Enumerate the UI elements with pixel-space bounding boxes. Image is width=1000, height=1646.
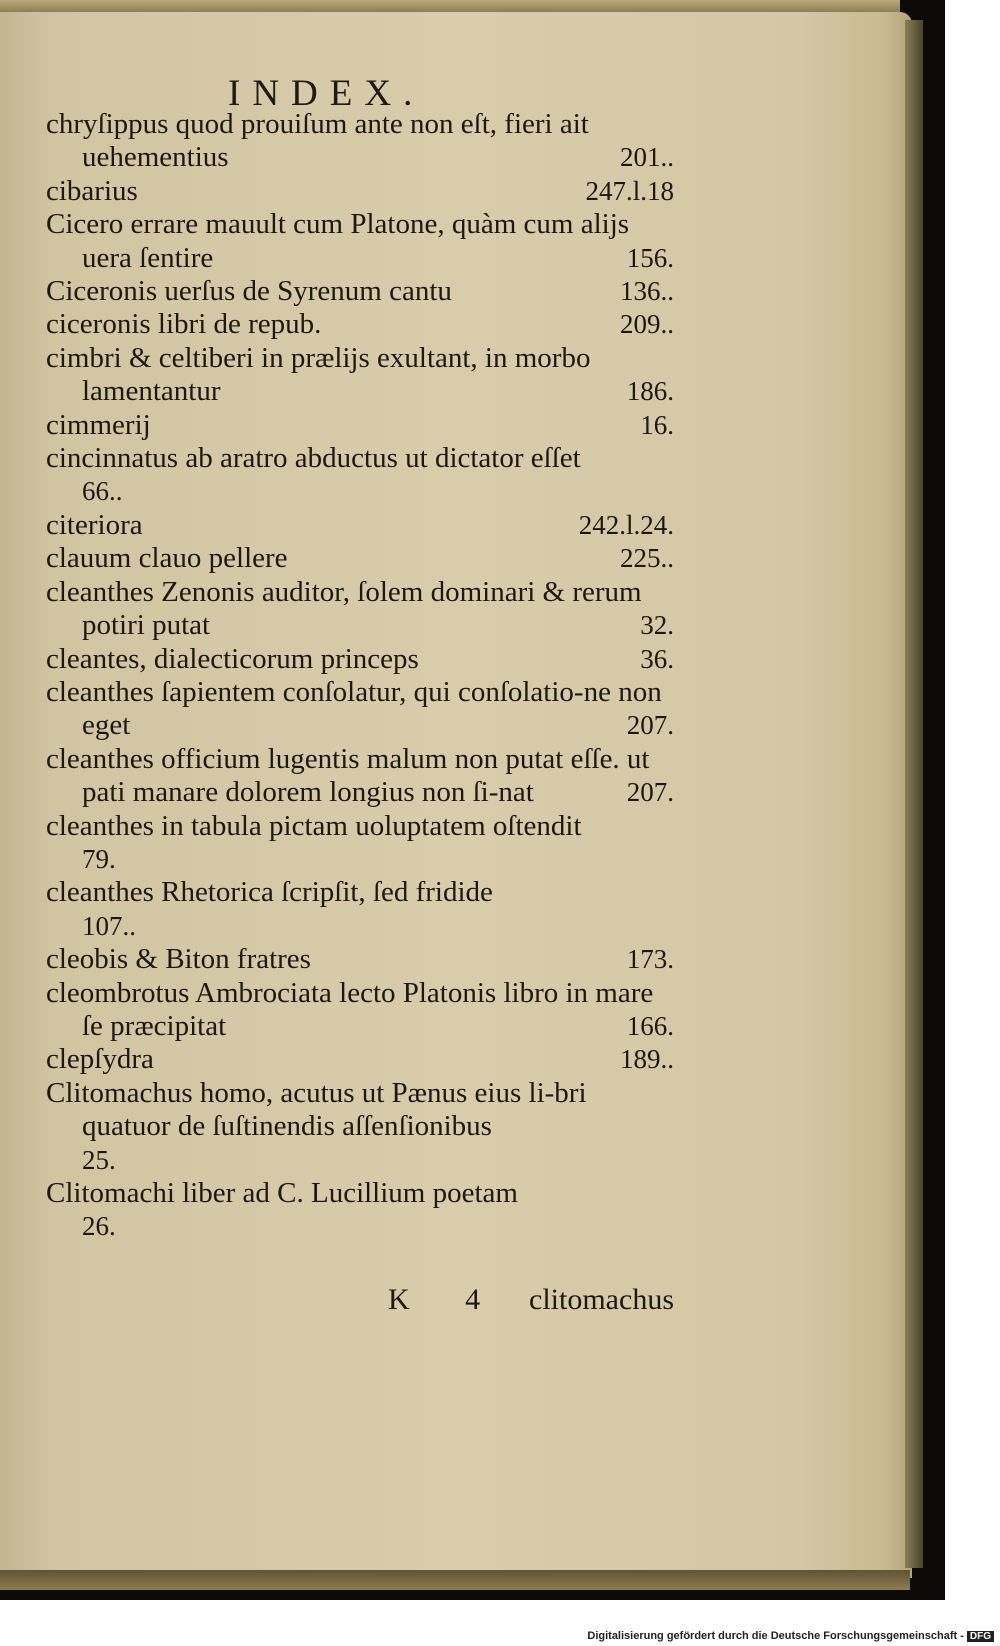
entry-text: cibarius bbox=[46, 174, 138, 207]
entry-page-reference: 79. bbox=[82, 843, 116, 874]
entry-page-reference: 207. bbox=[626, 777, 674, 808]
entry-page-reference: 107.. bbox=[82, 910, 136, 941]
index-entry bbox=[46, 342, 674, 409]
index-entry bbox=[46, 943, 674, 976]
entry-page-reference: 209.. bbox=[620, 309, 674, 340]
entry-page-reference: 242.l.24. bbox=[578, 509, 674, 540]
index-entry bbox=[46, 743, 674, 810]
index-entry bbox=[46, 308, 674, 341]
index-entry bbox=[46, 876, 674, 943]
entry-text: clepſydra bbox=[46, 1043, 154, 1076]
entry-text: clauum clauo pellere bbox=[46, 542, 288, 575]
entry-page-reference: 36. bbox=[640, 643, 674, 674]
index-entry bbox=[46, 542, 674, 575]
entry-text: cleanthes Zenonis auditor, ſolem dominari & rerum potiri putat bbox=[46, 575, 642, 642]
entry-text: cleobis & Biton fratres bbox=[46, 943, 311, 976]
index-entry bbox=[46, 175, 674, 208]
entry-page-reference: 247.l.18 bbox=[585, 175, 674, 206]
entry-text: cleantes, dialecticorum princeps bbox=[46, 642, 419, 675]
running-head: INDEX. bbox=[228, 73, 425, 114]
entry-text: cleanthes in tabula pictam uoluptatem oſtendit bbox=[46, 809, 582, 842]
index-entries bbox=[46, 108, 674, 1244]
index-entry bbox=[46, 275, 674, 308]
index-entry bbox=[46, 208, 674, 275]
entry-page-reference: 66.. bbox=[82, 476, 123, 507]
page-edge-bottom bbox=[0, 1570, 910, 1590]
signature-mark: K 4 bbox=[388, 1283, 505, 1316]
digitization-credit bbox=[587, 1630, 994, 1642]
entry-text: citeriora bbox=[46, 508, 143, 541]
index-entry bbox=[46, 409, 674, 442]
entry-text: ciceronis libri de repub. bbox=[46, 308, 322, 341]
page-edge-shadow bbox=[905, 20, 923, 1568]
entry-page-reference: 207. bbox=[626, 710, 674, 741]
entry-text: cleanthes officium lugentis malum non putat eſſe. ut pati manare dolorem longius non ſi‐nat bbox=[46, 742, 650, 809]
catchword: clitomachus bbox=[529, 1283, 674, 1316]
entry-page-reference: 25. bbox=[82, 1144, 116, 1175]
index-entry bbox=[46, 1177, 674, 1244]
entry-page-reference: 26. bbox=[82, 1211, 116, 1242]
index-entry bbox=[46, 810, 674, 877]
entry-page-reference: 201.. bbox=[620, 142, 674, 173]
entry-page-reference: 136.. bbox=[620, 276, 674, 307]
entry-text: Ciceronis uerſus de Syrenum cantu bbox=[46, 275, 452, 308]
entry-text: Clitomachus homo, acutus ut Pænus eius li‐bri quatuor de ſuſtinendis aſſenſionibus bbox=[46, 1076, 587, 1143]
entry-page-reference: 225.. bbox=[620, 543, 674, 574]
entry-page-reference: 32. bbox=[640, 610, 674, 641]
entry-text: Cicero errare mauult cum Platone, quàm cum alijs uera ſentire bbox=[46, 208, 630, 274]
index-entry bbox=[46, 643, 674, 676]
index-entry bbox=[46, 676, 674, 743]
entry-page-reference: 186. bbox=[626, 376, 674, 407]
page-edge-top bbox=[0, 0, 900, 12]
entry-page-reference: 156. bbox=[626, 242, 674, 273]
credit-text: Digitalisierung gefördert durch die Deutsche Forschungsgemeinschaft - bbox=[587, 1630, 964, 1642]
entry-text: cleanthes ſapientem conſolatur, qui conſolatio‐ne non eget bbox=[46, 675, 662, 742]
entry-page-reference: 189.. bbox=[620, 1044, 674, 1075]
index-entry bbox=[46, 509, 674, 542]
dfg-logo-badge: DFG bbox=[967, 1631, 994, 1642]
entry-text: chryſippus quod prouiſum ante non eſt, fieri ait uehementius bbox=[46, 108, 589, 174]
entry-text: cincinnatus ab aratro abductus ut dictator eſſet bbox=[46, 442, 581, 475]
index-entry bbox=[46, 108, 674, 175]
entry-page-reference: 173. bbox=[626, 944, 674, 975]
entry-text: Clitomachi liber ad C. Lucillium poetam bbox=[46, 1177, 518, 1209]
index-entry bbox=[46, 576, 674, 643]
entry-text: cleombrotus Ambrociata lecto Platonis libro in mare ſe præcipitat bbox=[46, 976, 654, 1042]
entry-text: cleanthes Rhetorica ſcripſit, ſed fridide bbox=[46, 876, 493, 909]
index-entry bbox=[46, 442, 674, 509]
index-entry bbox=[46, 1077, 674, 1177]
index-entry bbox=[46, 1043, 674, 1076]
entry-page-reference: 166. bbox=[626, 1010, 674, 1041]
index-entry bbox=[46, 977, 674, 1044]
entry-text: cimbri & celtiberi in prælijs exultant, in morbo lamentantur bbox=[46, 341, 591, 408]
entry-page-reference: 16. bbox=[640, 409, 674, 440]
entry-text: cimmerij bbox=[46, 408, 151, 441]
